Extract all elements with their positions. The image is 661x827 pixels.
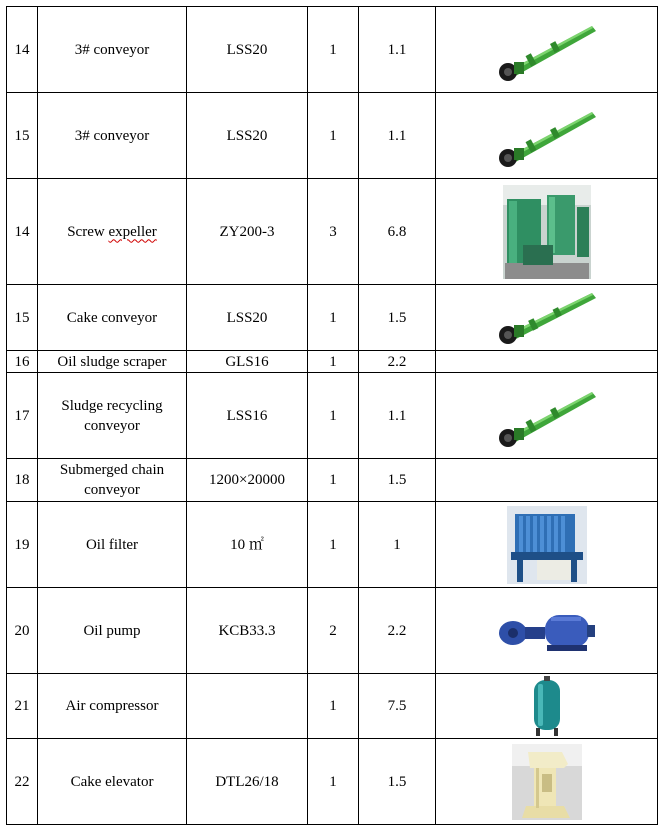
equipment-model: GLS16: [187, 351, 308, 373]
row-number: 22: [7, 739, 38, 825]
row-number: 14: [7, 7, 38, 93]
equipment-model: LSS20: [187, 7, 308, 93]
equipment-power: 1.5: [359, 739, 436, 825]
table-row: [7, 588, 658, 674]
equipment-model: LSS16: [187, 373, 308, 459]
bucket-elevator-image: [512, 744, 582, 820]
table-row: [7, 179, 658, 285]
plate-filter-image: [507, 506, 587, 584]
equipment-power: 6.8: [359, 179, 436, 285]
row-number: 17: [7, 373, 38, 459]
equipment-quantity: 1: [308, 502, 359, 588]
equipment-name: 3# conveyor: [38, 93, 187, 179]
equipment-quantity: 1: [308, 373, 359, 459]
table-row: [7, 285, 658, 351]
picture-cell: [436, 7, 658, 93]
table-row: [7, 93, 658, 179]
equipment-quantity: 1: [308, 7, 359, 93]
equipment-model: LSS20: [187, 93, 308, 179]
equipment-power: 1.1: [359, 373, 436, 459]
equipment-quantity: 1: [308, 93, 359, 179]
equipment-table: [6, 6, 658, 825]
table-row: [7, 351, 658, 373]
equipment-name: Cake conveyor: [38, 285, 187, 351]
picture-cell: [436, 502, 658, 588]
equipment-name: Sludge recycling conveyor: [38, 373, 187, 459]
table-row: [7, 502, 658, 588]
spellcheck-flagged-word: expeller: [108, 223, 157, 240]
picture-cell: [436, 674, 658, 739]
equipment-quantity: 1: [308, 674, 359, 739]
table-row: [7, 373, 658, 459]
equipment-quantity: 1: [308, 351, 359, 373]
table-row: [7, 7, 658, 93]
row-number: 18: [7, 459, 38, 502]
picture-cell: [436, 285, 658, 351]
equipment-model: 1200×20000: [187, 459, 308, 502]
table-row: [7, 739, 658, 825]
equipment-quantity: 1: [308, 459, 359, 502]
equipment-model: [187, 674, 308, 739]
equipment-quantity: 3: [308, 179, 359, 285]
equipment-name: Screw expeller: [38, 179, 187, 285]
equipment-power: 2.2: [359, 351, 436, 373]
screw-expeller-image: [503, 185, 591, 279]
screw-conveyor-image: [492, 382, 602, 450]
equipment-model: DTL26/18: [187, 739, 308, 825]
row-number: 15: [7, 285, 38, 351]
equipment-quantity: 1: [308, 739, 359, 825]
equipment-name: Air compressor: [38, 674, 187, 739]
row-number: 21: [7, 674, 38, 739]
equipment-model: KCB33.3: [187, 588, 308, 674]
equipment-power: 1.5: [359, 285, 436, 351]
equipment-model: LSS20: [187, 285, 308, 351]
equipment-power: 1.1: [359, 93, 436, 179]
equipment-name: Oil sludge scraper: [38, 351, 187, 373]
gear-pump-image: [495, 607, 599, 655]
picture-cell: [436, 179, 658, 285]
equipment-power: 2.2: [359, 588, 436, 674]
equipment-name: Cake elevator: [38, 739, 187, 825]
equipment-power: 1: [359, 502, 436, 588]
row-number: 15: [7, 93, 38, 179]
screw-conveyor-image: [492, 16, 602, 84]
air-tank-image: [530, 676, 564, 736]
picture-cell: [436, 351, 658, 373]
equipment-name: Oil filter: [38, 502, 187, 588]
equipment-power: 1.5: [359, 459, 436, 502]
table-row: [7, 459, 658, 502]
row-number: 16: [7, 351, 38, 373]
row-number: 19: [7, 502, 38, 588]
picture-cell: [436, 588, 658, 674]
equipment-model: ZY200-3: [187, 179, 308, 285]
picture-cell: [436, 739, 658, 825]
equipment-model: 10 ㎡: [187, 502, 308, 588]
picture-cell: [436, 459, 658, 502]
equipment-power: 7.5: [359, 674, 436, 739]
screw-conveyor-image: [492, 289, 602, 347]
equipment-name: Oil pump: [38, 588, 187, 674]
equipment-power: 1.1: [359, 7, 436, 93]
row-number: 14: [7, 179, 38, 285]
table-row: [7, 674, 658, 739]
equipment-name: Submerged chain conveyor: [38, 459, 187, 502]
picture-cell: [436, 373, 658, 459]
picture-cell: [436, 93, 658, 179]
row-number: 20: [7, 588, 38, 674]
equipment-quantity: 1: [308, 285, 359, 351]
equipment-name: 3# conveyor: [38, 7, 187, 93]
equipment-quantity: 2: [308, 588, 359, 674]
screw-conveyor-image: [492, 102, 602, 170]
